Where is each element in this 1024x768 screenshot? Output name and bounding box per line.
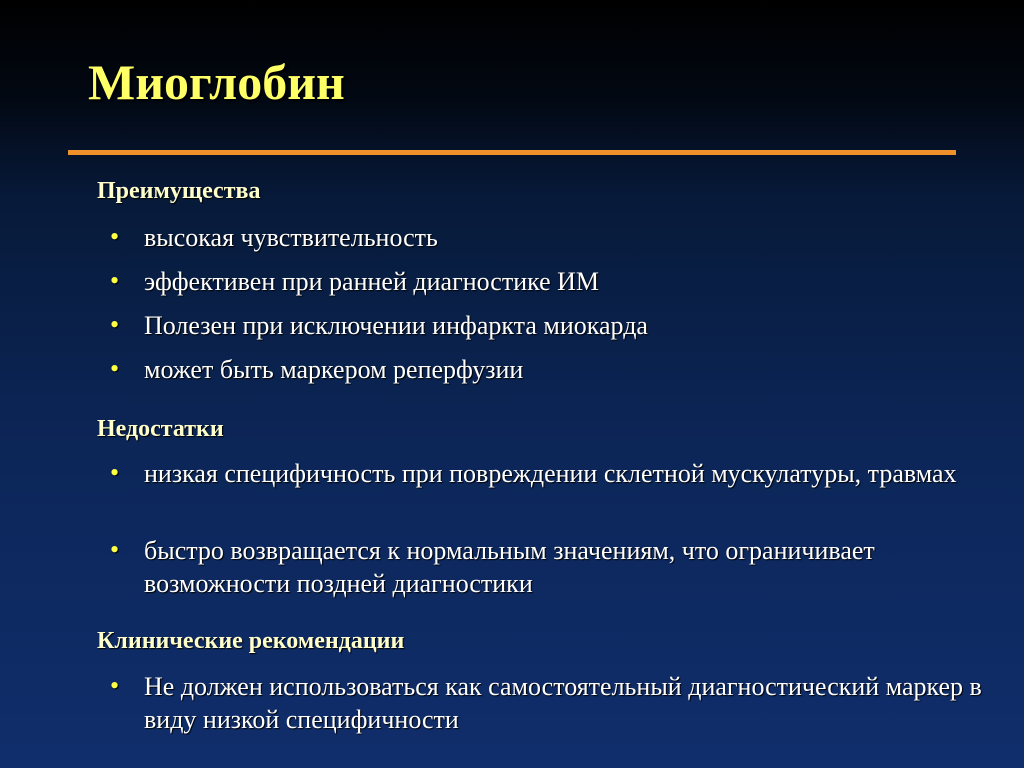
bullet-icon: • <box>110 266 120 295</box>
title-divider <box>68 150 956 155</box>
bullet-icon: • <box>110 354 120 383</box>
bullet-icon: • <box>110 671 120 700</box>
section-heading-disadvantages: Недостатки <box>97 416 224 442</box>
list-item-text: высокая чувствительность <box>144 223 438 252</box>
list-item <box>110 265 990 298</box>
bullet-icon: • <box>110 310 120 339</box>
bullet-icon: • <box>110 222 120 251</box>
slide-title: Миоглобин <box>88 54 345 110</box>
list-item-text: низкая специфичность при повреждении склетной мускулатуры, травмах <box>144 459 957 488</box>
section-heading-advantages: Преимущества <box>97 178 261 204</box>
list-item <box>110 670 990 736</box>
list-item <box>110 534 990 600</box>
list-item-text: эффективен при ранней диагностике ИМ <box>144 267 600 296</box>
list-item-text: может быть маркером реперфузии <box>144 355 524 384</box>
list-item <box>110 353 990 386</box>
list-item-text: Не должен использоваться как самостоятельный диагностический маркер в виду низкой специфичности <box>144 672 982 734</box>
bullet-icon: • <box>110 535 120 564</box>
list-item <box>110 221 990 254</box>
list-item <box>110 457 990 490</box>
list-item <box>110 309 990 342</box>
list-item-text: быстро возвращается к нормальным значениям, что ограничивает возможности поздней диагностики <box>144 536 875 598</box>
section-heading-recommendations: Клинические рекомендации <box>97 628 405 654</box>
list-item-text: Полезен при исключении инфаркта миокарда <box>144 311 648 340</box>
bullet-icon: • <box>110 458 120 487</box>
